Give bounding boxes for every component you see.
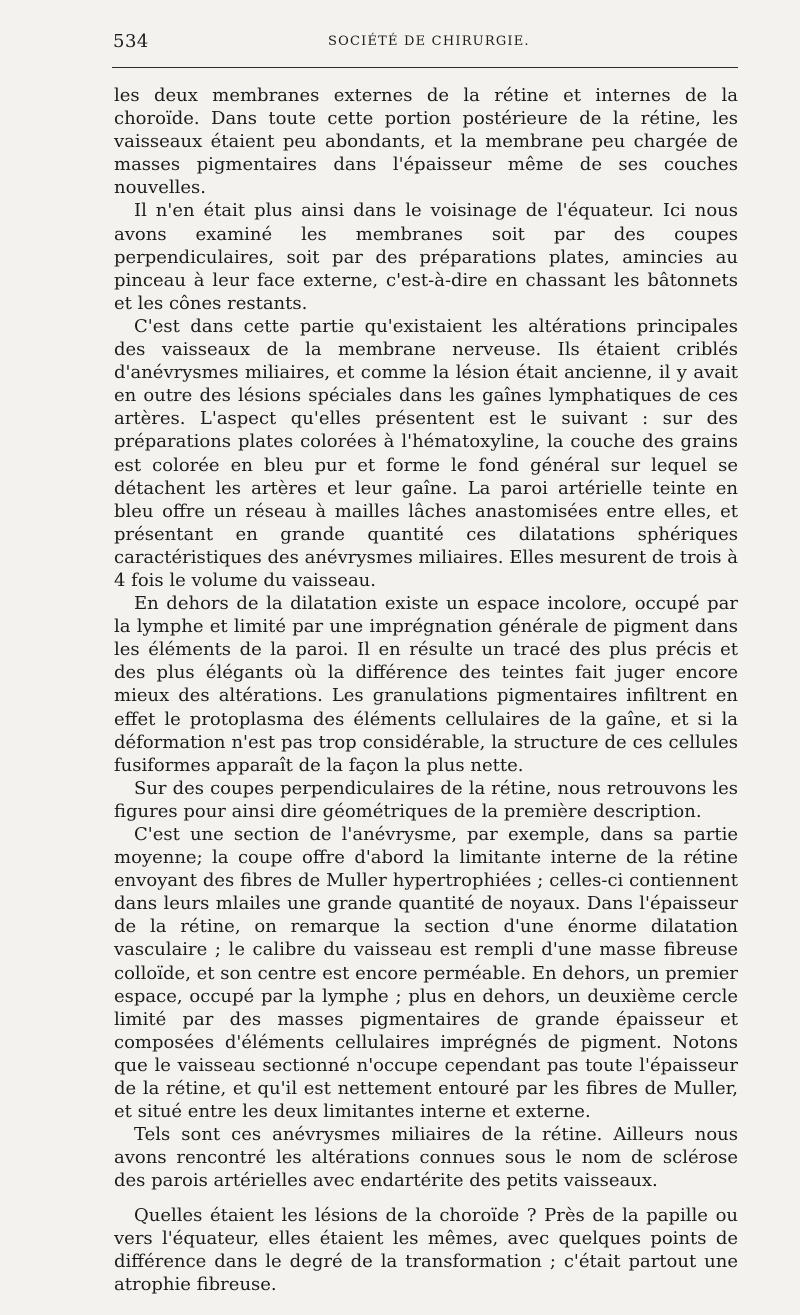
paragraph: les deux membranes externes de la rétine et internes de la choroïde. Dans toute cette portion postérieure de la rétine, les vaisseaux étaient peu abondants, et la membrane peu chargée de masses pigmentaires dans l'épaisseur même de ses couches nouvelles. [114, 85, 738, 199]
page-number: 534 [113, 31, 149, 52]
paragraph: Il n'en était plus ainsi dans le voisinage de l'équateur. Ici nous avons examiné les membranes soit par des coupes perpendiculaires, soit par des préparations plates, amincies au pinceau à leur face externe, c'est-à-dire en chassant les bâtonnets et les cônes restants. [114, 200, 738, 314]
paragraph: En dehors de la dilatation existe un espace incolore, occupé par la lymphe et limité par une imprégnation générale de pigment dans les éléments de la paroi. Il en résulte un tracé des plus précis et des plus élégants où la différence des teintes fait juger encore mieux des altérations. Les granulations pigmentaires infiltrent en effet le protoplasma des éléments cellulaires de la gaîne, et si la déformation n'est pas trop considérable, la structure de ces cellules fusiformes apparaît de la façon la plus nette. [114, 593, 738, 776]
running-title: SOCIÉTÉ DE CHIRURGIE. [328, 34, 530, 49]
paragraph: Tels sont ces anévrysmes miliaires de la rétine. Ailleurs nous avons rencontré les altérations connues sous le nom de sclérose des parois artérielles avec endartérite des petits vaisseaux. [114, 1124, 738, 1192]
paragraph: C'est dans cette partie qu'existaient les altérations principales des vaisseaux de la membrane nerveuse. Ils étaient criblés d'anévrysmes miliaires, et comme la lésion était ancienne, il y avait en outre des lésions spéciales dans les gaînes lymphatiques de ces artères. L'aspect qu'elles présentent est le suivant : sur des préparations plates colorées à l'hématoxyline, la couche des grains est colorée en bleu pur et forme le fond général sur lequel se détachent les artères et leur gaîne. La paroi artérielle teinte en bleu offre un réseau à mailles lâches anastomisées entre elles, et présentant en grande quantité ces dilatations sphériques caractéristiques des anévrysmes miliaires. Elles mesurent de trois à 4 fois le volume du vaisseau. [114, 315, 738, 591]
body-text [114, 84, 738, 1296]
paragraph: Sur des coupes perpendiculaires de la rétine, nous retrouvons les figures pour ainsi dire géométriques de la première description. [114, 777, 738, 822]
header-rule [112, 67, 738, 68]
paragraph: Quelles étaient les lésions de la choroïde ? Près de la papille ou vers l'équateur, elles étaient les mêmes, avec quelques points de différence dans le degré de la transformation ; c'était partout une atrophie fibreuse. [114, 1204, 738, 1295]
paragraph: C'est une section de l'anévrysme, par exemple, dans sa partie moyenne; la coupe offre d'abord la limitante interne de la rétine envoyant des fibres de Muller hypertrophiées ; celles-ci contiennent dans leurs mlailes une grande quantité de noyaux. Dans l'épaisseur de la rétine, on remarque la section d'une énorme dilatation vasculaire ; le calibre du vaisseau est rempli d'une masse fibreuse colloïde, et son centre est encore perméable. En dehors, un premier espace, occupé par la lymphe ; plus en dehors, un deuxième cercle limité par des masses pigmentaires de grande épaisseur et composées d'éléments cellulaires imprégnés de pigment. Notons que le vaisseau sectionné n'occupe cependant pas toute l'épaisseur de la rétine, et qu'il est nettement entouré par les fibres de Muller, et situé entre les deux limitantes interne et externe. [114, 824, 738, 1123]
